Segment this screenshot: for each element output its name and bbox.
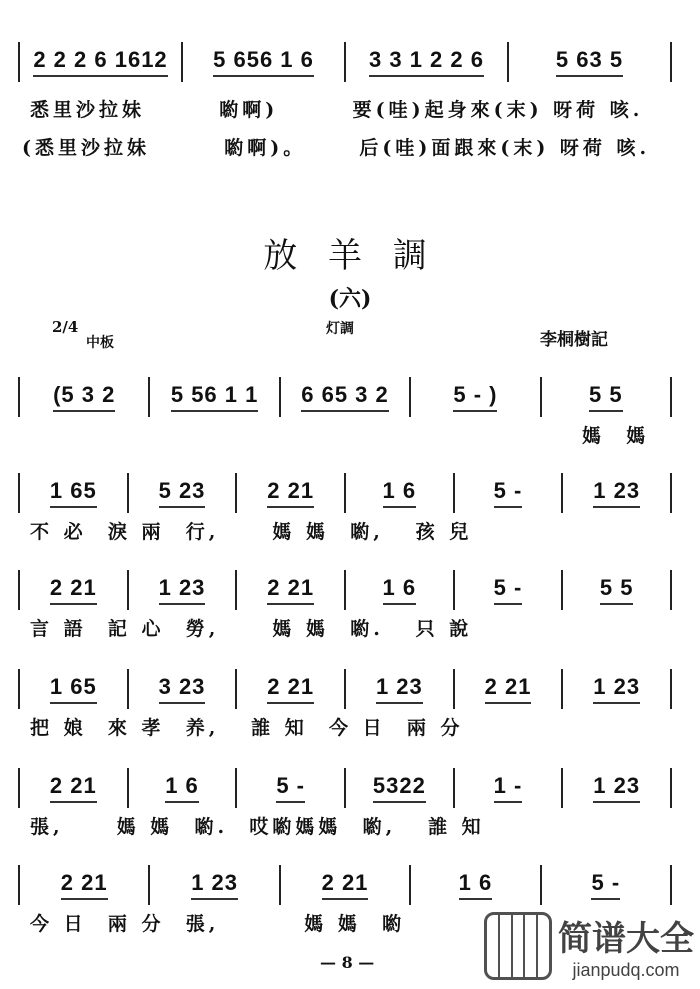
notes: 2 21 xyxy=(322,870,369,900)
measure xyxy=(18,570,127,610)
staff-row xyxy=(18,377,672,417)
measure: 2 2 2 6 1612 xyxy=(18,42,181,82)
notes: 5 - xyxy=(591,870,620,900)
measure xyxy=(127,473,236,513)
measure xyxy=(235,669,344,709)
notes: 1 23 xyxy=(191,870,238,900)
watermark-name: 简谱大全 xyxy=(558,919,694,959)
notes: 2 21 xyxy=(61,870,108,900)
lyric-line: 把 娘 來 孝 养, 誰 知 今 日 兩 分 xyxy=(30,717,464,739)
measure xyxy=(279,865,409,905)
notes: 1 23 xyxy=(159,575,206,605)
song-subtitle: (六) xyxy=(328,286,372,312)
notes: 5 - xyxy=(494,478,523,508)
time-signature: 2/4 xyxy=(52,318,79,336)
notes: 5 - xyxy=(276,773,305,803)
top-staff xyxy=(18,42,672,82)
notes: 5 23 xyxy=(159,478,206,508)
lyric-line: 言 語 記 心 勞, 媽 媽 喲. 只 說 xyxy=(30,618,473,640)
measure xyxy=(561,768,672,808)
notes: 1 23 xyxy=(376,674,423,704)
piano-icon xyxy=(484,912,552,980)
notes: 2 21 xyxy=(485,674,532,704)
measure xyxy=(127,768,236,808)
notes: 1 - xyxy=(494,773,523,803)
measure xyxy=(279,377,409,417)
measure xyxy=(561,570,672,610)
lyric-line: 今 日 兩 分 張, 媽 媽 喲 xyxy=(30,913,406,935)
measure xyxy=(344,669,453,709)
staff-row xyxy=(18,768,672,808)
genre: 灯調 xyxy=(326,321,354,337)
measure xyxy=(540,865,672,905)
notes: 5 - ) xyxy=(453,382,497,412)
measure xyxy=(453,473,562,513)
notes: 3 23 xyxy=(159,674,206,704)
measure xyxy=(344,570,453,610)
page-number: — 8 — xyxy=(320,953,375,972)
measure xyxy=(453,669,562,709)
measure xyxy=(561,669,672,709)
notes: 6 65 3 2 xyxy=(301,382,389,412)
measure xyxy=(344,768,453,808)
watermark-logo xyxy=(484,911,694,981)
staff-row xyxy=(18,473,672,513)
measure xyxy=(235,768,344,808)
staff-row xyxy=(18,570,672,610)
notes: (5 3 2 xyxy=(53,382,115,412)
measure xyxy=(409,865,539,905)
song-title: 放 羊 調 xyxy=(263,236,437,276)
measure xyxy=(453,768,562,808)
measure xyxy=(235,473,344,513)
measure xyxy=(453,570,562,610)
notes: 5 56 1 1 xyxy=(171,382,259,412)
notes: 2 21 xyxy=(267,674,314,704)
lyric-line: 媽 媽 xyxy=(30,425,650,447)
notes: 5 5 xyxy=(589,382,623,412)
measure xyxy=(127,669,236,709)
notes: 1 6 xyxy=(383,478,417,508)
notes: 5 - xyxy=(494,575,523,605)
notes: 5322 xyxy=(373,773,426,803)
notes: 1 6 xyxy=(459,870,493,900)
measure xyxy=(18,865,148,905)
measure xyxy=(561,473,672,513)
measure: 5 656 1 6 xyxy=(181,42,344,82)
lyric-line: 張, 媽 媽 喲. 哎喲媽媽 喲, 誰 知 xyxy=(30,816,485,838)
notes: 1 6 xyxy=(383,575,417,605)
notes: 2 21 xyxy=(267,478,314,508)
notes: 2 21 xyxy=(50,773,97,803)
notes: 1 23 xyxy=(593,674,640,704)
notes: 1 23 xyxy=(593,773,640,803)
notes: 1 65 xyxy=(50,478,97,508)
measure xyxy=(540,377,672,417)
measure xyxy=(148,865,278,905)
staff-row xyxy=(18,865,672,905)
lyric-line: (悉里沙拉妹 喲啊)。 后(哇)面跟來(末) 呀荷 咳. xyxy=(22,137,651,159)
notes: 1 65 xyxy=(50,674,97,704)
tempo: 中板 xyxy=(86,335,114,351)
measure xyxy=(409,377,539,417)
measure xyxy=(18,473,127,513)
measure xyxy=(127,570,236,610)
measure xyxy=(18,669,127,709)
notes: 2 21 xyxy=(267,575,314,605)
measure xyxy=(148,377,278,417)
lyric-line: 悉里沙拉妹 喲啊) 要(哇)起身來(末) 呀荷 咳. xyxy=(30,99,644,121)
measure xyxy=(235,570,344,610)
lyric-line: 不 必 淚 兩 行, 媽 媽 喲, 孩 兒 xyxy=(30,521,473,543)
measure xyxy=(18,377,148,417)
notes: 5 5 xyxy=(600,575,634,605)
measure: 5 63 5 xyxy=(507,42,672,82)
measure xyxy=(344,473,453,513)
measure xyxy=(18,768,127,808)
measure: 3 3 1 2 2 6 xyxy=(344,42,507,82)
staff-row xyxy=(18,669,672,709)
notes: 1 6 xyxy=(165,773,199,803)
notes: 1 23 xyxy=(593,478,640,508)
watermark-url: jianpudq.com xyxy=(572,960,680,980)
credit: 李桐樹記 xyxy=(540,330,608,350)
notes: 2 21 xyxy=(50,575,97,605)
